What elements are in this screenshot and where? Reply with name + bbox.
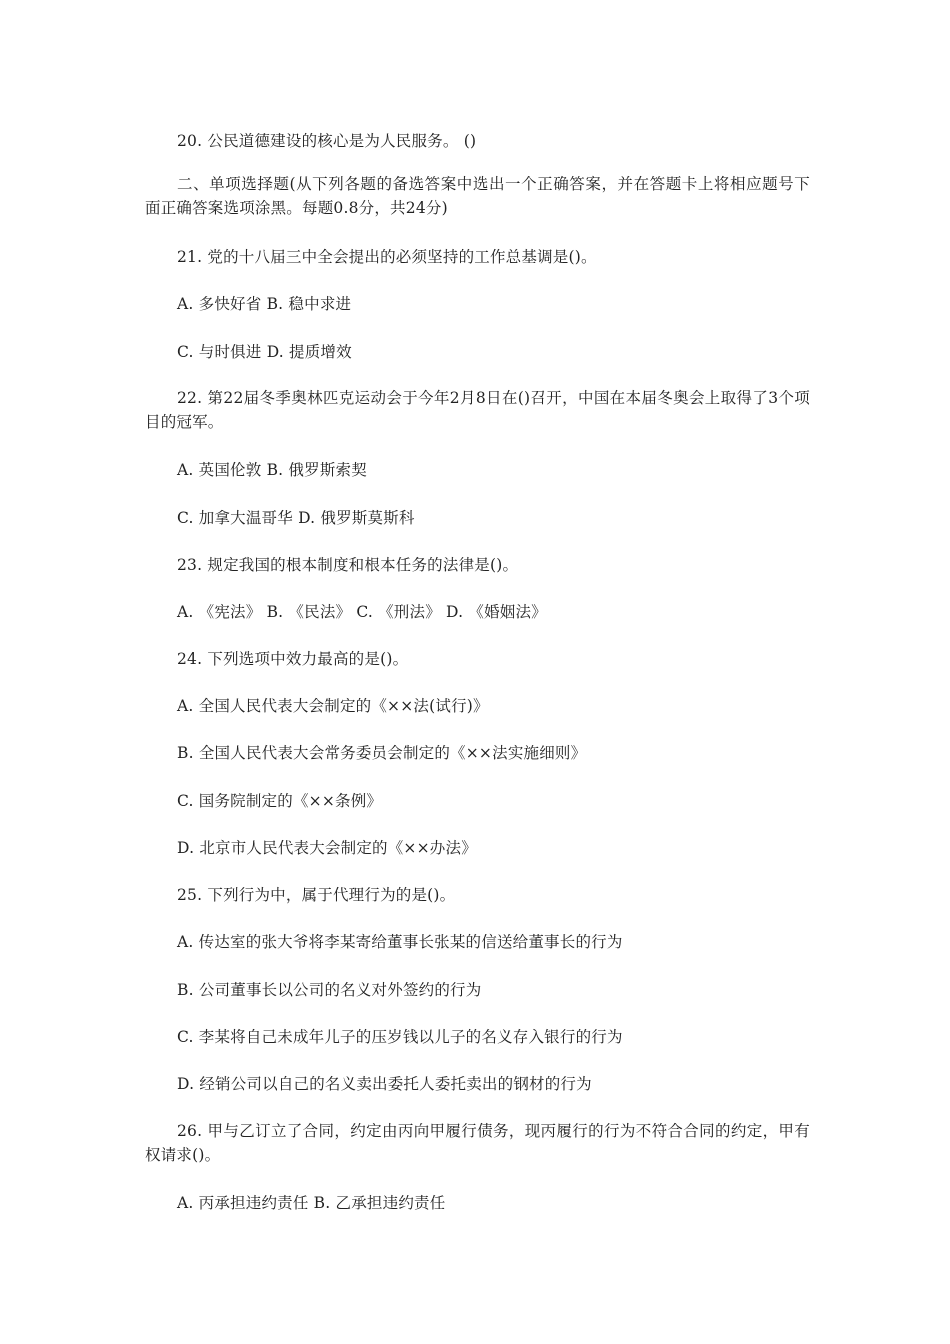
section-2-heading: 二、单项选择题(从下列各题的备选答案中选出一个正确答案，并在答题卡上将相应题号下面正确答案选项涂黑。每题0.8分，共24分) xyxy=(145,175,810,217)
question-25: 25. 下列行为中，属于代理行为的是()。 xyxy=(177,886,456,904)
question-24-option-c: C. 国务院制定的《××条例》 xyxy=(177,792,383,810)
question-26: 26. 甲与乙订立了合同，约定由丙向甲履行债务，现丙履行的行为不符合合同的约定，甲有权请求()。 xyxy=(145,1122,810,1164)
question-21-options-ab: A. 多快好省 B. 稳中求进 xyxy=(177,295,352,313)
question-23: 23. 规定我国的根本制度和根本任务的法律是()。 xyxy=(177,556,519,574)
question-25-option-d: D. 经销公司以自己的名义卖出委托人委托卖出的钢材的行为 xyxy=(177,1075,592,1093)
question-21-options-cd: C. 与时俱进 D. 提质增效 xyxy=(177,343,352,361)
question-24-option-b: B. 全国人民代表大会常务委员会制定的《××法实施细则》 xyxy=(177,744,587,762)
question-26-options-ab: A. 丙承担违约责任 B. 乙承担违约责任 xyxy=(177,1194,446,1212)
question-21: 21. 党的十八届三中全会提出的必须坚持的工作总基调是()。 xyxy=(177,248,597,266)
question-25-option-c: C. 李某将自己未成年儿子的压岁钱以儿子的名义存入银行的行为 xyxy=(177,1028,623,1046)
question-25-option-b: B. 公司董事长以公司的名义对外签约的行为 xyxy=(177,981,482,999)
question-20: 20. 公民道德建设的核心是为人民服务。 () xyxy=(177,132,477,150)
question-23-options: A. 《宪法》 B. 《民法》 C. 《刑法》 D. 《婚姻法》 xyxy=(177,603,547,621)
question-22-options-ab: A. 英国伦敦 B. 俄罗斯索契 xyxy=(177,461,367,479)
question-25-option-a: A. 传达室的张大爷将李某寄给董事长张某的信送给董事长的行为 xyxy=(177,933,623,951)
question-24: 24. 下列选项中效力最高的是()。 xyxy=(177,650,409,668)
question-22-options-cd: C. 加拿大温哥华 D. 俄罗斯莫斯科 xyxy=(177,509,415,527)
question-22: 22. 第22届冬季奥林匹克运动会于今年2月8日在()召开，中国在本届冬奥会上取得了3个项目的冠军。 xyxy=(145,389,810,431)
question-24-option-a: A. 全国人民代表大会制定的《××法(试行)》 xyxy=(177,697,489,715)
question-24-option-d: D. 北京市人民代表大会制定的《××办法》 xyxy=(177,839,477,857)
